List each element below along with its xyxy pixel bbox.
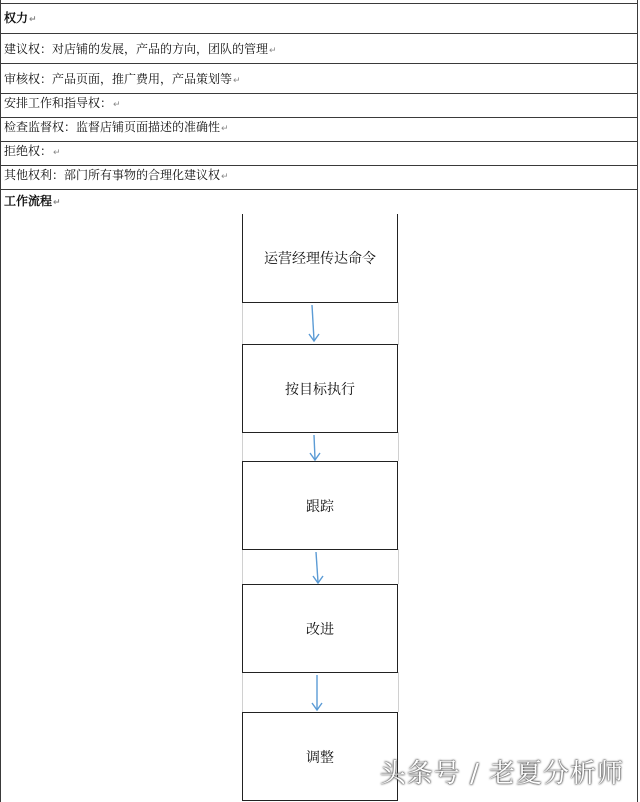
watermark: 头条号 / 老夏分析师 [379,759,624,789]
power-item-text: 其他权利：部门所有事物的合理化建议权 [4,168,221,182]
power-title-text: 权力 [4,11,29,25]
down-arrow-icon [300,674,330,712]
flow-step-box [242,712,398,801]
power-item [4,72,241,88]
flow-step-box [242,344,398,433]
flow-step-box [242,461,398,550]
row-divider [0,117,638,118]
flow-step-label: 按目标执行 [285,381,355,398]
power-item-text: 检查监督权：监督店铺页面描述的准确性 [4,120,221,134]
paragraph-mark: ↵ [113,100,121,110]
power-item [4,144,61,160]
row-divider [0,63,638,64]
flow-step-label: 改进 [306,621,334,638]
row-divider [0,33,638,34]
power-item [4,42,277,58]
paragraph-mark: ↵ [29,15,37,25]
power-item-text: 建议权：对店铺的发展，产品的方向，团队的管理 [4,42,269,56]
power-section-title [4,11,37,27]
power-item-text: 安排工作和指导权： [4,96,113,110]
paragraph-mark: ↵ [233,76,241,86]
workflow-title-text: 工作流程 [4,194,53,208]
paragraph-mark: ↵ [53,198,61,208]
row-divider [0,93,638,94]
down-arrow-icon [300,551,330,585]
power-item [4,120,229,136]
down-arrow-icon [300,434,330,462]
paragraph-mark: ↵ [269,46,277,56]
power-item [4,96,121,112]
flow-step-label: 运营经理传达命令 [264,251,376,267]
paragraph-mark: ↵ [221,124,229,134]
row-divider [0,189,638,190]
table-top-border [0,3,638,4]
flow-step-box [242,584,398,673]
flow-step-label: 调整 [306,749,334,766]
workflow-section-title [4,194,61,210]
power-item [4,168,229,184]
flow-step-label: 跟踪 [306,498,334,515]
power-item-text: 审核权：产品页面，推广费用，产品策划等 [4,72,233,86]
paragraph-mark: ↵ [221,172,229,182]
row-divider [0,165,638,166]
power-item-text: 拒绝权： [4,144,53,158]
paragraph-mark: ↵ [53,148,61,158]
flow-step-box [242,214,398,303]
table-right-border [637,0,638,802]
down-arrow-icon [300,304,330,344]
table-left-border [0,0,1,802]
row-divider [0,141,638,142]
